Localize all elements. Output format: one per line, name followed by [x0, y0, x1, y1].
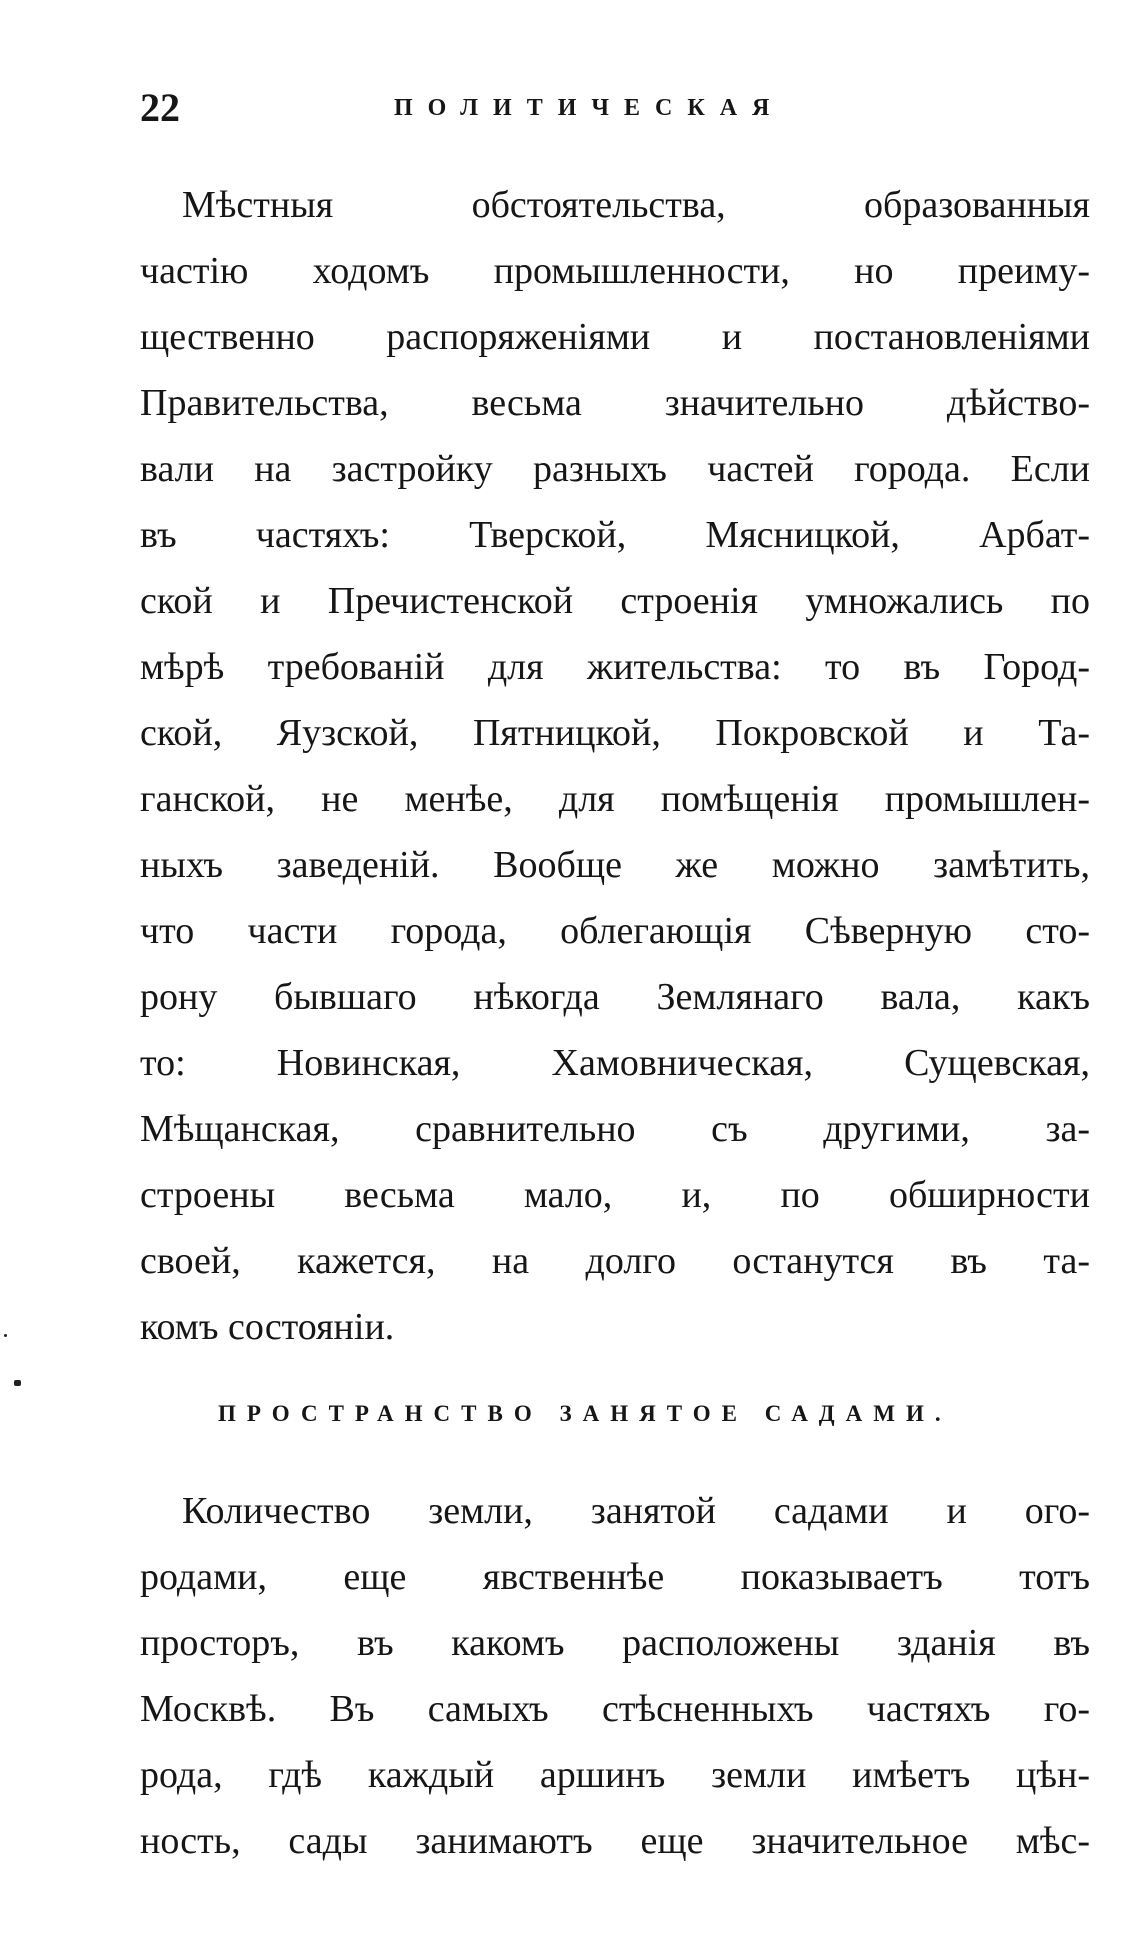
running-title: ПОЛИТИЧЕСКАЯ [394, 95, 785, 121]
page-number: 22 [140, 85, 180, 130]
text-line: ныхъ заведеній. Вообще же можно замѣтить, [140, 844, 1090, 886]
print-speck [14, 1380, 21, 1386]
text-line: частію ходомъ промышленности, но преиму- [140, 250, 1090, 292]
text-line: родами, еще явственнѣе показываетъ тотъ [140, 1556, 1090, 1598]
text-line: просторъ, въ какомъ расположены зданія въ [140, 1622, 1090, 1664]
text-line: щественно распоряженіями и постановленіями [140, 316, 1090, 358]
text-line: ганской, не менѣе, для помѣщенія промышлен- [140, 778, 1090, 820]
text-line: мѣрѣ требованій для жительства: то въ Город- [140, 646, 1090, 688]
section-heading: ПРОСТРАНСТВО ЗАНЯТОЕ САДАМИ. [218, 1401, 952, 1426]
print-speck [4, 1334, 7, 1337]
text-line: то: Новинская, Хамовническая, Сущевская, [140, 1042, 1090, 1084]
text-line: ской и Пречистенской строенія умножались по [140, 580, 1090, 622]
text-line: своей, кажется, на долго останутся въ та- [140, 1240, 1090, 1282]
text-line: Правительства, весьма значительно дѣйство- [140, 382, 1090, 424]
text-line: Мѣщанская, сравнительно съ другими, за- [140, 1108, 1090, 1150]
text-line: въ частяхъ: Тверской, Мясницкой, Арбат- [140, 514, 1090, 556]
text-line: ность, сады занимаютъ еще значительное мѣс- [140, 1820, 1090, 1862]
paragraph-2 [140, 1478, 1090, 1874]
text-line: рону бывшаго нѣкогда Землянаго вала, какъ [140, 976, 1090, 1018]
text-line: вали на застройку разныхъ частей города. Если [140, 448, 1090, 490]
paragraph-1 [140, 172, 1090, 1360]
text-line: Москвѣ. Въ самыхъ стѣсненныхъ частяхъ го- [140, 1688, 1090, 1730]
text-line: строены весьма мало, и, по обширности [140, 1174, 1090, 1216]
running-head [140, 78, 1100, 138]
text-line: Количество земли, занятой садами и ого- [182, 1490, 1090, 1532]
text-line: что части города, облегающія Сѣверную сто- [140, 910, 1090, 952]
text-line: Мѣстныя обстоятельства, образованныя [182, 184, 1090, 226]
text-line: комъ состояніи. [140, 1306, 395, 1348]
text-line: рода, гдѣ каждый аршинъ земли имѣетъ цѣн- [140, 1754, 1090, 1796]
text-line: ской, Яузской, Пятницкой, Покровской и Та- [140, 712, 1090, 754]
